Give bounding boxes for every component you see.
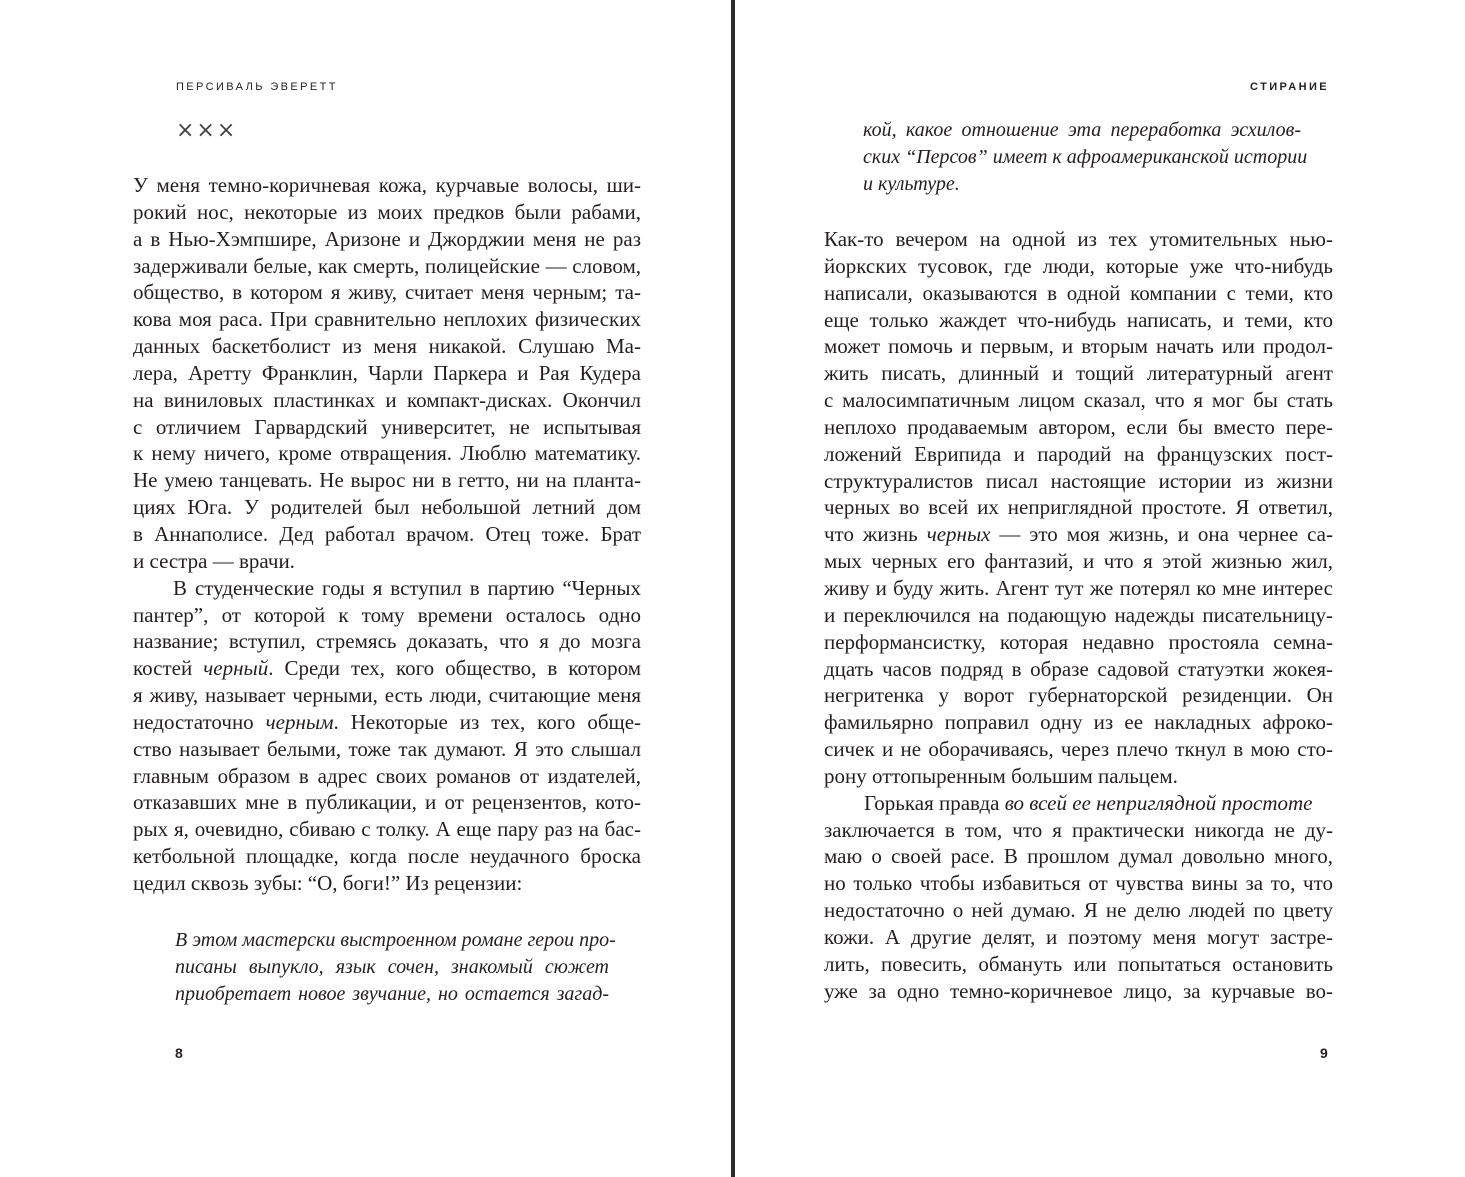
text-line: отказавших мне в публикации, и от рецензентов, кото- (133, 790, 641, 815)
text-line: неплохо продаваемым автором, если бы вместо пере- (824, 414, 1333, 439)
quote-line: В этом мастерски выстроенном романе герои про- (175, 929, 616, 951)
text-run: костей (133, 656, 204, 681)
quote-line: приобретает новое звучание, но остается загад- (175, 983, 609, 1005)
text-line: рокий нос, некоторые из моих предков были рабами, (133, 199, 641, 224)
text-line: циях Юга. У родителей был небольшой летний дом (133, 495, 641, 520)
left-page (0, 0, 731, 1177)
section-break-ornament: ××× (176, 118, 238, 143)
text-line: недостаточно о ней думаю. Я не делю людей по цвету (824, 898, 1333, 923)
text-line: а в Нью-Хэмпшире, Аризоне и Джорджии меня не раз (133, 226, 641, 251)
text-run: недостаточно (133, 709, 266, 734)
text-line: кожи. А другие делят, и поэтому меня могут застре- (824, 924, 1333, 949)
text-line: Не умею танцевать. Не вырос ни в гетто, ни на планта- (133, 468, 641, 493)
italic-emphasis: во всей ее неприглядной простоте (1004, 790, 1313, 815)
text-line: перформансистку, которая недавно простояла семна- (824, 629, 1333, 654)
text-line (824, 521, 1333, 548)
page-number-left: 8 (175, 1045, 183, 1061)
text-line: но только чтобы избавиться от чувства вины за то, что (824, 871, 1333, 896)
text-line: маю о своей расе. В прошлом думал довольно много, (824, 844, 1333, 869)
text-line: Как-то вечером на одной из тех утомительных нью- (824, 227, 1333, 251)
text-line: ство называет белыми, тоже так думают. Я это слышал (133, 736, 641, 761)
text-line: данных баскетболист из меня никакой. Слушаю Ма- (133, 334, 641, 359)
left-review-quote (175, 927, 616, 1008)
text-line: сичек и не оборачиваясь, через плечо ткнул в мою сто- (824, 737, 1333, 762)
text-line: живу и буду жить. Агент тут же потерял ко мне интерес (824, 575, 1333, 600)
text-line (133, 709, 641, 736)
text-line (133, 655, 641, 682)
text-line: еще только жаждет что-нибудь написать, и теми, кто (824, 307, 1333, 332)
text-line: задерживали белые, как смерть, полицейские — словом, (133, 253, 641, 278)
page-number-right: 9 (1320, 1045, 1328, 1061)
right-page (735, 0, 1465, 1177)
text-line: написали, оказываются в одной компании с теми, кто (824, 280, 1333, 305)
text-line: лить, повесить, обмануть или попытаться остановить (824, 951, 1333, 976)
text-line: с малосимпатичным лицом сказал, что я мог бы стать (824, 388, 1333, 413)
text-line: главным образом в адрес своих романов от издателей, (133, 763, 641, 788)
text-line: ложений Еврипида и пародий на французских пост- (824, 441, 1333, 466)
text-line: У меня темно-коричневая кожа, курчавые волосы, ши- (133, 173, 641, 197)
quote-line: писаны выпукло, язык сочен, знакомый сюжет (175, 956, 609, 978)
text-run: . Среди тех, кого общество, в котором (268, 656, 641, 681)
text-line: название; вступил, стремясь доказать, что я до мозга (133, 629, 641, 654)
right-review-quote (863, 117, 1308, 198)
text-line: негритенка у ворот губернаторской резиденции. Он (824, 683, 1333, 708)
text-line: черных во всей их неприглядной простоте. Я ответил, (824, 495, 1333, 520)
text-line: я живу, называет черными, есть люди, считающие меня (133, 683, 641, 708)
text-line: кова моя раса. При сравнительно неплохих физических (133, 307, 641, 332)
text-line: кетбольной площадке, когда после неудачного броска (133, 844, 641, 869)
running-head-title: СТИРАНИЕ (1250, 81, 1329, 93)
text-line: дцать часов подряд в образе садовой статуэтки жокея- (824, 656, 1333, 681)
quote-line: кой, какое отношение эта переработка эсхилов- (863, 119, 1301, 141)
text-line: и переключился на подающую надежды писательницу- (824, 602, 1333, 627)
text-line: цедил сквозь зубы: “О, боги!” Из рецензии: (133, 870, 523, 895)
text-line: фамильярно поправил одну из ее накладных афроко- (824, 710, 1333, 735)
right-body-text (824, 226, 1333, 1004)
text-line: йоркских тусовок, где люди, которые уже что-нибудь (824, 253, 1333, 278)
text-run: — это моя жизнь, и она чернее са- (990, 522, 1333, 547)
text-line: на виниловых пластинках и компакт-дисках. Окончил (133, 387, 641, 412)
text-run: Горькая правда (864, 790, 1005, 815)
text-line: пантер”, от которой к тому времени осталось одно (133, 602, 641, 627)
text-line: структуралистов писал настоящие истории из жизни (824, 468, 1333, 493)
text-line (824, 790, 1333, 817)
text-line: жить писать, длинный и тощий литературный агент (824, 361, 1333, 386)
text-run: что жизнь (824, 522, 927, 547)
text-run: . Некоторые из тех, кого обще- (333, 709, 642, 734)
text-line: уже за одно темно-коричневое лицо, за курчавые во- (824, 978, 1333, 1003)
quote-line: и культуре. (863, 173, 960, 195)
text-line: общество, в котором я живу, считает меня черным; та- (133, 280, 641, 305)
text-line: к нему ничего, кроме отвращения. Люблю математику. (133, 441, 641, 466)
text-line: в Аннаполисе. Дед работал врачом. Отец тоже. Брат (133, 521, 641, 546)
text-line: рону оттопыренным большим пальцем. (824, 763, 1178, 788)
left-body-text (133, 172, 641, 897)
running-head-author: ПЕРСИВАЛЬ ЭВЕРЕТТ (176, 81, 338, 93)
italic-emphasis: черных (926, 522, 991, 547)
text-line: мых черных его фантазий, и что я этой жизнью жил, (824, 549, 1333, 574)
text-line: и сестра — врачи. (133, 548, 295, 573)
italic-emphasis: черным (265, 709, 334, 734)
quote-line: ских “Персов” имеет к афроамериканской истории (863, 146, 1308, 168)
text-line: заключается в том, что я практически никогда не ду- (824, 817, 1333, 842)
italic-emphasis: черный (203, 656, 269, 681)
text-line: с отличием Гарвардский университет, не испытывая (133, 414, 641, 439)
text-line: В студенческие годы я вступил в партию “Черных (173, 575, 641, 600)
text-line: рых я, очевидно, сбиваю с толку. А еще пару раз на бас- (133, 817, 641, 842)
text-line: может помочь и первым, и вторым начать или продол- (824, 334, 1333, 359)
text-line: лера, Аретту Франклин, Чарли Паркера и Рая Кудера (133, 360, 641, 385)
